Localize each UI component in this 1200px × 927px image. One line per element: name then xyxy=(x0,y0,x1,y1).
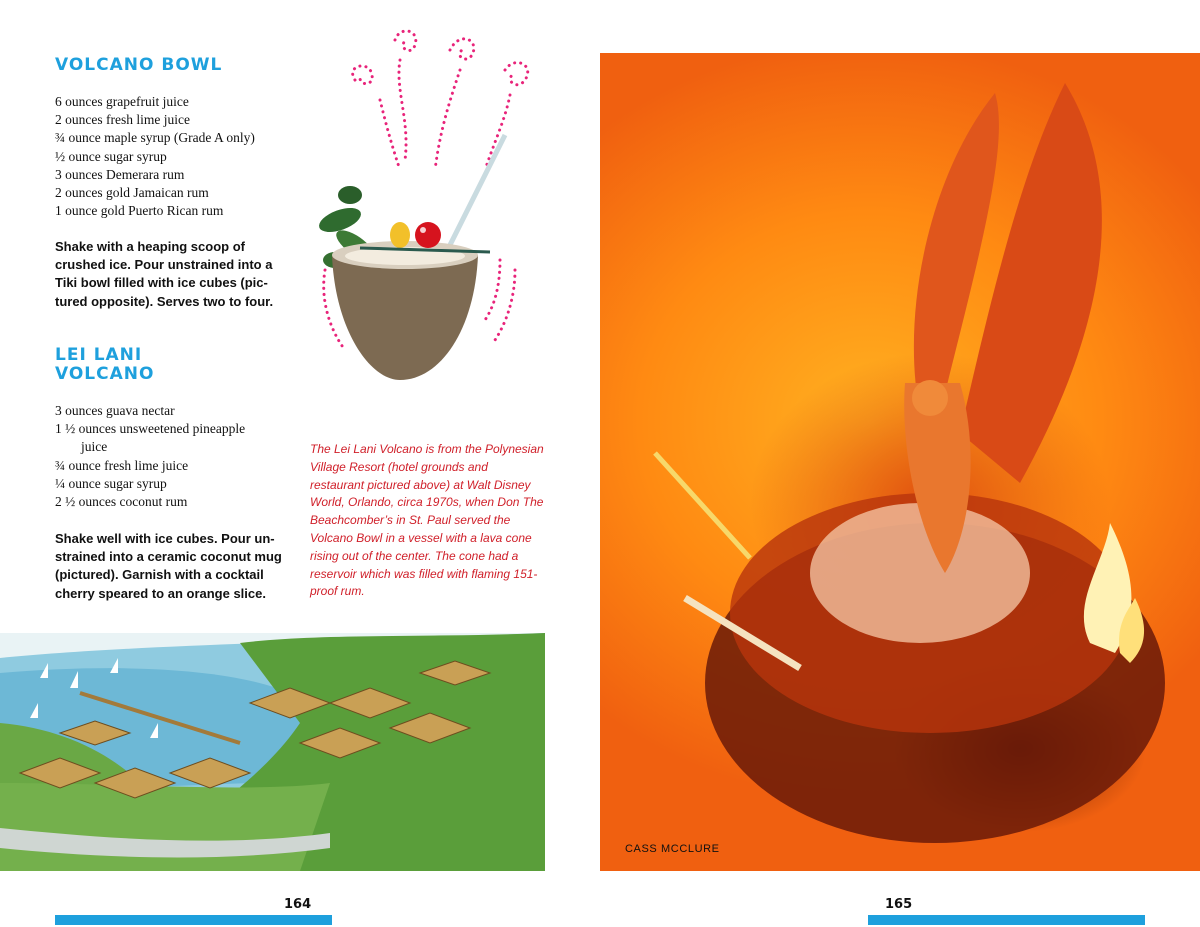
photo-credit: CASS MCCLURE xyxy=(625,843,720,855)
ingredient-list-lei-lani-volcano xyxy=(55,402,245,511)
recipe-title-lei-lani-volcano xyxy=(55,346,154,384)
page-number-left: 164 xyxy=(284,897,312,912)
method-volcano-bowl: Shake with a heaping scoop of crushed ice. Pour unstrained into a Tiki bowl filled with ice cubes (pictured opposite). Serves two to four. xyxy=(55,239,274,309)
ingredient-item: ¾ ounce fresh lime juice xyxy=(55,457,189,473)
volcano-bowl-photo xyxy=(600,53,1200,871)
ingredient-item: 3 ounces guava nectar xyxy=(55,403,175,418)
ingredient-item-continuation: juice xyxy=(81,439,108,455)
ingredient-item: ¼ ounce sugar syrup xyxy=(55,475,167,491)
method-lei-lani-volcano: Shake well with ice cubes. Pour unstrained into a ceramic coconut mug (pictured). Garnish with a cocktail cherry speared to an orange slice. xyxy=(55,531,282,601)
ingredient-item: 2 ½ ounces coconut rum xyxy=(55,494,188,510)
recipe-title-volcano-bowl: VOLCANO BOWL xyxy=(55,55,223,75)
ingredient-item: ¾ ounce maple syrup (Grade A only) xyxy=(55,130,255,146)
recipe-title-line: VOLCANO xyxy=(55,364,155,384)
folio-bar-left xyxy=(55,915,332,925)
straw-icon xyxy=(450,135,505,245)
ingredient-item: 1 ½ ounces unsweetened pineapple xyxy=(55,421,246,437)
ingredient-item: 2 ounces fresh lime juice xyxy=(55,112,190,128)
page-number-right: 165 xyxy=(885,897,913,912)
right-page xyxy=(600,0,1200,927)
caption: The Lei Lani Volcano is from the Polynesian Village Resort (hotel grounds and restaurant pictured above) at Walt Disney World, Orlando, circa 1970s, when Don The Beachcomber’s in St. Paul served the Volcano Bowl in a vessel with a lava cone rising out of the center. The cone had a reservoir which was filled with flaming 151-proof rum. xyxy=(310,442,544,599)
ingredient-item: 3 ounces Demerara rum xyxy=(55,166,185,182)
volcano-bowl-drawing xyxy=(600,53,1200,871)
resort-illustration xyxy=(0,633,545,871)
ingredient-item: ½ ounce sugar syrup xyxy=(55,148,167,164)
ingredient-item: 2 ounces gold Jamaican rum xyxy=(55,185,209,201)
coconut-cup-icon xyxy=(332,255,478,380)
folio-bar-right xyxy=(868,915,1145,925)
recipe-title-line: LEI LANI xyxy=(55,345,143,365)
ingredient-item: 1 ounce gold Puerto Rican rum xyxy=(55,203,224,219)
ingredient-list-volcano-bowl xyxy=(55,93,255,220)
cherry-icon xyxy=(415,222,441,248)
orange-slice-icon xyxy=(390,222,410,248)
ingredient-item: 6 ounces grapefruit juice xyxy=(55,94,189,109)
coconut-mug-illustration xyxy=(300,20,540,390)
